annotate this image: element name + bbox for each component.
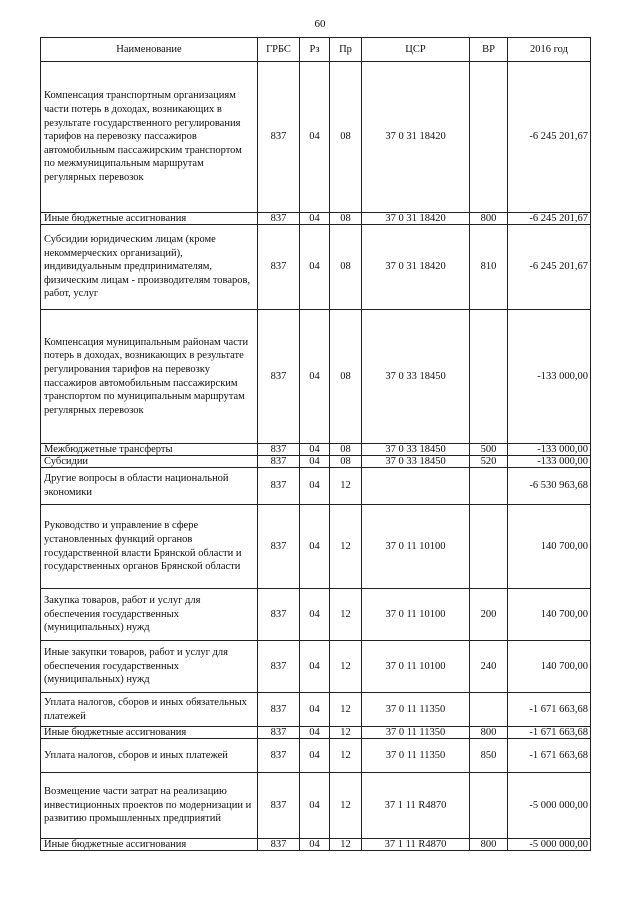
row-name: Межбюджетные трансферты	[41, 444, 258, 456]
row-sum: -5 000 000,00	[508, 839, 591, 851]
table-row	[41, 773, 591, 839]
row-vr: 800	[470, 839, 508, 851]
row-csr: 37 0 31 18420	[362, 213, 470, 225]
row-pr: 08	[330, 444, 362, 456]
row-vr	[470, 468, 508, 505]
row-pr: 12	[330, 839, 362, 851]
row-grbs: 837	[258, 641, 300, 693]
row-grbs: 837	[258, 739, 300, 773]
row-pr: 12	[330, 773, 362, 839]
row-csr: 37 0 33 18450	[362, 310, 470, 444]
row-rz: 04	[300, 505, 330, 589]
row-grbs: 837	[258, 310, 300, 444]
row-rz: 04	[300, 62, 330, 213]
row-grbs: 837	[258, 589, 300, 641]
row-name: Уплата налогов, сборов и иных обязательных платежей	[41, 693, 258, 727]
row-pr: 12	[330, 641, 362, 693]
header-year: 2016 год	[508, 38, 591, 62]
row-name: Иные бюджетные ассигнования	[41, 213, 258, 225]
row-rz: 04	[300, 468, 330, 505]
row-rz: 04	[300, 444, 330, 456]
row-sum: -133 000,00	[508, 456, 591, 468]
row-csr: 37 0 11 10100	[362, 641, 470, 693]
row-rz: 04	[300, 213, 330, 225]
row-grbs: 837	[258, 444, 300, 456]
row-csr: 37 0 33 18450	[362, 444, 470, 456]
row-pr: 08	[330, 62, 362, 213]
row-pr: 12	[330, 693, 362, 727]
row-sum: -6 245 201,67	[508, 62, 591, 213]
row-sum: -6 245 201,67	[508, 225, 591, 310]
table-row	[41, 505, 591, 589]
row-rz: 04	[300, 773, 330, 839]
table-row	[41, 739, 591, 773]
row-pr: 12	[330, 505, 362, 589]
row-grbs: 837	[258, 213, 300, 225]
row-csr: 37 0 33 18450	[362, 456, 470, 468]
row-grbs: 837	[258, 773, 300, 839]
row-vr: 850	[470, 739, 508, 773]
table-row	[41, 213, 591, 225]
row-vr: 500	[470, 444, 508, 456]
row-grbs: 837	[258, 62, 300, 213]
row-csr: 37 0 11 10100	[362, 589, 470, 641]
row-vr	[470, 693, 508, 727]
table-row	[41, 444, 591, 456]
row-rz: 04	[300, 225, 330, 310]
header-csr: ЦСР	[362, 38, 470, 62]
row-name: Иные закупки товаров, работ и услуг для обеспечения государственных (муниципальных) нужд	[41, 641, 258, 693]
row-sum: -1 671 663,68	[508, 739, 591, 773]
row-name: Возмещение части затрат на реализацию инвестиционных проектов по модернизации и развитию промышленных предприятий	[41, 773, 258, 839]
row-pr: 12	[330, 727, 362, 739]
row-csr: 37 0 31 18420	[362, 225, 470, 310]
row-csr: 37 0 31 18420	[362, 62, 470, 213]
row-pr: 12	[330, 589, 362, 641]
row-grbs: 837	[258, 693, 300, 727]
row-name: Субсидии	[41, 456, 258, 468]
row-vr	[470, 310, 508, 444]
row-rz: 04	[300, 727, 330, 739]
table-row	[41, 225, 591, 310]
row-rz: 04	[300, 456, 330, 468]
row-sum: 140 700,00	[508, 589, 591, 641]
row-sum: -1 671 663,68	[508, 727, 591, 739]
row-sum: -133 000,00	[508, 444, 591, 456]
row-rz: 04	[300, 310, 330, 444]
row-vr: 200	[470, 589, 508, 641]
row-pr: 08	[330, 310, 362, 444]
table-row	[41, 641, 591, 693]
budget-table	[40, 37, 591, 851]
row-name: Другие вопросы в области национальной экономики	[41, 468, 258, 505]
row-vr	[470, 773, 508, 839]
table-row	[41, 310, 591, 444]
row-grbs: 837	[258, 727, 300, 739]
row-rz: 04	[300, 589, 330, 641]
row-sum: 140 700,00	[508, 641, 591, 693]
row-name: Субсидии юридическим лицам (кроме некоммерческих организаций), индивидуальным предпринимателям, физическим лицам - производителям товаров, работ, услуг	[41, 225, 258, 310]
row-rz: 04	[300, 641, 330, 693]
table-row	[41, 839, 591, 851]
row-vr: 810	[470, 225, 508, 310]
row-sum: -6 245 201,67	[508, 213, 591, 225]
row-grbs: 837	[258, 839, 300, 851]
row-rz: 04	[300, 839, 330, 851]
row-pr: 08	[330, 456, 362, 468]
row-csr: 37 0 11 11350	[362, 739, 470, 773]
row-grbs: 837	[258, 456, 300, 468]
header-grbs: ГРБС	[258, 38, 300, 62]
row-name: Иные бюджетные ассигнования	[41, 839, 258, 851]
row-csr: 37 0 11 10100	[362, 505, 470, 589]
row-pr: 08	[330, 213, 362, 225]
row-name: Иные бюджетные ассигнования	[41, 727, 258, 739]
row-vr	[470, 62, 508, 213]
row-name: Руководство и управление в сфере установленных функций органов государственной власти Брянской области и государственных органов Брянской области	[41, 505, 258, 589]
row-grbs: 837	[258, 468, 300, 505]
row-vr: 520	[470, 456, 508, 468]
row-pr: 12	[330, 739, 362, 773]
row-name: Компенсация транспортным организациям части потерь в доходах, возникающих в результате государственного регулирования тарифов на перевозку пассажиров автомобильным пассажирским транспортом по межмуниципальным маршрутам регулярных перевозок	[41, 62, 258, 213]
row-vr	[470, 505, 508, 589]
table-row	[41, 62, 591, 213]
row-csr: 37 0 11 11350	[362, 727, 470, 739]
header-rz: Рз	[300, 38, 330, 62]
header-vr: ВР	[470, 38, 508, 62]
row-vr: 240	[470, 641, 508, 693]
page-number: 60	[314, 18, 326, 30]
table-row	[41, 693, 591, 727]
table-row	[41, 727, 591, 739]
table-header-row	[41, 38, 591, 62]
row-csr: 37 1 11 R4870	[362, 839, 470, 851]
table-row	[41, 468, 591, 505]
row-rz: 04	[300, 739, 330, 773]
row-sum: -1 671 663,68	[508, 693, 591, 727]
row-csr: 37 1 11 R4870	[362, 773, 470, 839]
table-row	[41, 456, 591, 468]
row-name: Закупка товаров, работ и услуг для обеспечения государственных (муниципальных) нужд	[41, 589, 258, 641]
row-pr: 08	[330, 225, 362, 310]
row-rz: 04	[300, 693, 330, 727]
row-name: Уплата налогов, сборов и иных платежей	[41, 739, 258, 773]
row-csr	[362, 468, 470, 505]
row-vr: 800	[470, 727, 508, 739]
header-name: Наименование	[41, 38, 258, 62]
row-csr: 37 0 11 11350	[362, 693, 470, 727]
row-sum: -133 000,00	[508, 310, 591, 444]
table-row	[41, 589, 591, 641]
row-sum: 140 700,00	[508, 505, 591, 589]
row-name: Компенсация муниципальным районам части потерь в доходах, возникающих в результате регулирования тарифов на перевозку пассажиров автомобильным пассажирским транспортом по муниципальным маршрутам регулярных перевозок	[41, 310, 258, 444]
row-pr: 12	[330, 468, 362, 505]
header-pr: Пр	[330, 38, 362, 62]
row-vr: 800	[470, 213, 508, 225]
row-grbs: 837	[258, 225, 300, 310]
row-sum: -6 530 963,68	[508, 468, 591, 505]
row-grbs: 837	[258, 505, 300, 589]
row-sum: -5 000 000,00	[508, 773, 591, 839]
